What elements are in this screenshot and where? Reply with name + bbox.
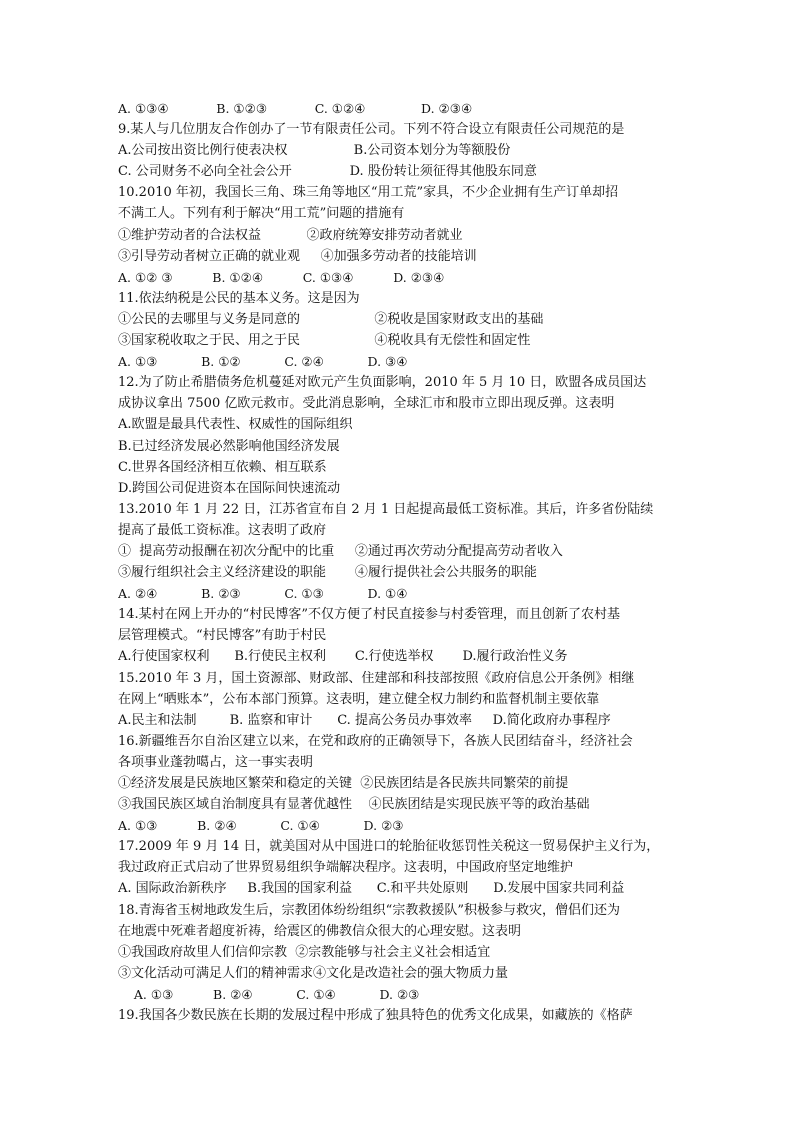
- statement-line: ③引导劳动者树立正确的就业观 ④加强多劳动者的技能培训: [118, 248, 477, 264]
- statement-line: ①维护劳动者的合法权益 ②政府统筹安排劳动者就业: [118, 227, 463, 243]
- answer-options: A. ①② ③ B. ①②④ C. ①③④ D. ②③④: [118, 269, 445, 285]
- statement-line: ③国家税收取之于民、用之于民 ④税收具有无偿性和固定性: [118, 333, 531, 349]
- statement-line: ③文化活动可满足人们的精神需求④文化是改造社会的强大物质力量: [118, 965, 509, 981]
- option-line: A.民主和法制 B. 监察和审计 C. 提高公务员办事效率 D.简化政府办事程序: [118, 712, 611, 728]
- statement-line: ① 提高劳动报酬在初次分配中的比重 ②通过再次劳动分配提高劳动者收入: [118, 543, 563, 559]
- question-text: 成协议拿出 7500 亿欧元救市。受此消息影响，全球汇市和股市立即出现反弹。这表明: [118, 396, 615, 412]
- question-text: 在地震中死难者超度祈祷，给震区的佛教信众很大的心理安慰。这表明: [118, 923, 522, 939]
- option-line: A.公司按出资比例行使表决权 B.公司资本划分为等额股份: [118, 143, 511, 159]
- question-text: 在网上“晒账本”，公布本部门预算。这表明，建立健全权力制约和监督机制主要依靠: [118, 691, 600, 707]
- question-text: 我过政府正式启动了世界贸易组织争端解决程序。这表明，中国政府坚定地维护: [118, 860, 574, 876]
- exam-page: [118, 98, 688, 1026]
- question-12: 12.为了防止希腊债务危机蔓延对欧元产生负面影响，2010 年 5 月 10 日，欧盟各成员国达: [118, 375, 647, 391]
- option-line: C. 公司财务不必向全社会公开 D. 股份转让须征得其他股东同意: [118, 164, 537, 180]
- option-line: D.跨国公司促进资本在国际间快速流动: [118, 480, 341, 496]
- answer-options: A. ①③ B. ①② C. ②④ D. ③④: [118, 354, 408, 370]
- question-13: 13.2010 年 1 月 22 日，江苏省宣布自 2 月 1 日起提高最低工资标准。其后，许多省份陆续: [118, 501, 654, 517]
- question-text: 不满工人。下列有利于解决“用工荒”问题的措施有: [118, 206, 405, 222]
- question-9: 9.某人与几位朋友合作创办了一节有限责任公司。下列不符合设立有限责任公司规范的是: [118, 122, 625, 138]
- question-11: 11.依法纳税是公民的基本义务。这是因为: [118, 290, 360, 306]
- option-line: A.欧盟是最具代表性、权威性的国际组织: [118, 417, 353, 433]
- statement-line: ③履行组织社会主义经济建设的职能 ④履行提供社会公共服务的职能: [118, 565, 537, 581]
- answer-options: A. ①③ B. ②④ C. ①④ D. ②③: [118, 986, 420, 1002]
- statement-line: ①经济发展是民族地区繁荣和稳定的关键 ②民族团结是各民族共同繁荣的前提: [118, 776, 569, 791]
- question-17: 17.2009 年 9 月 14 日，就美国对从中国进口的轮胎征收惩罚性关税这一贸易保护主义行为，: [118, 839, 660, 855]
- statement-line: ①公民的去哪里与义务是同意的 ②税收是国家财政支出的基础: [118, 311, 544, 327]
- question-19: 19.我国各少数民族在长期的发展过程中形成了独具特色的优秀文化成果，如藏族的《格萨: [118, 1008, 633, 1024]
- answer-options: A. ②④ B. ②③ C. ①③ D. ①④: [118, 586, 408, 602]
- question-text: 各项事业蓬勃噶占，这一事实表明: [118, 754, 314, 770]
- question-text: 提高了最低工资标准。这表明了政府: [118, 522, 327, 538]
- statement-line: ③我国民族区域自治制度具有显著优越性 ④民族团结是实现民族平等的政治基础: [118, 797, 590, 813]
- statement-line: ①我国政府故里人们信仰宗教 ②宗教能够与社会主义社会相适宜: [118, 944, 491, 960]
- question-14: 14.某村在网上开办的“村民博客”不仅方便了村民直接参与村委管理，而且创新了农村基: [118, 607, 620, 623]
- option-line: C.世界各国经济相互依赖、相互联系: [118, 459, 327, 475]
- option-line: A. 国际政治新秩序 B.我国的国家利益 C.和平共处原则 D.发展中国家共同利益: [118, 881, 625, 897]
- question-15: 15.2010 年 3 月，国土资源部、财政部、住建部和科技部按照《政府信息公开条例》相继: [118, 670, 635, 686]
- question-text: 层管理模式。“村民博客”有助于村民: [118, 628, 327, 644]
- answer-options: A. ①③④ B. ①②③ C. ①②④ D. ②③④: [118, 101, 473, 116]
- answer-options: A. ①③ B. ②④ C. ①④ D. ②③: [118, 818, 404, 834]
- option-line: B.已过经济发展必然影响他国经济发展: [118, 438, 340, 454]
- question-10: 10.2010 年初，我国长三角、珠三角等地区“用工荒”家具，不少企业拥有生产订单却招: [118, 185, 619, 201]
- option-line: A.行使国家权利 B.行使民主权利 C.行使选举权 D.履行政治性义务: [118, 649, 568, 665]
- question-18: 18.青海省玉树地政发生后，宗教团体纷纷组织“宗教救援队”积极参与救灾，僧侣们还为: [118, 902, 620, 918]
- question-16: 16.新疆维吾尔自治区建立以来，在党和政府的正确领导下，各族人民团结奋斗，经济社会: [118, 733, 633, 749]
